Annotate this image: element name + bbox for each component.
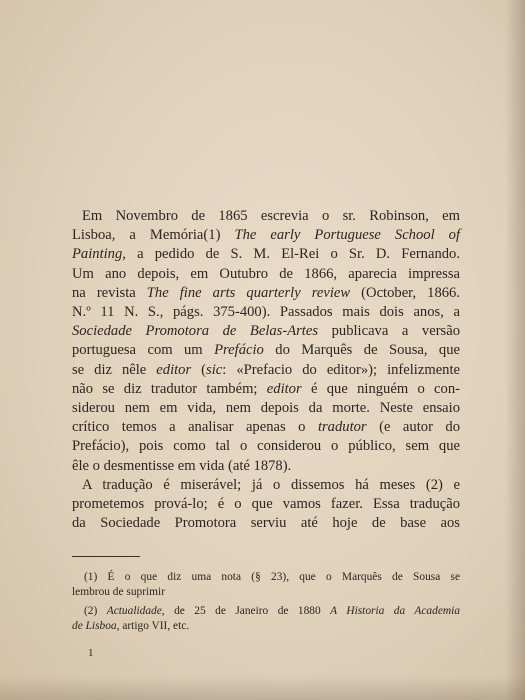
title-italic: sic <box>206 361 223 378</box>
text-line <box>72 437 460 456</box>
text-line <box>72 457 460 476</box>
text-span: crítico temos a analisar apenas o <box>72 419 306 436</box>
text-span: N.º 11 N. S., págs. 375-400). Passados mais dois anos, a <box>72 304 460 321</box>
text-span: ( <box>201 361 207 378</box>
text-span: é que ninguém o con- <box>310 380 460 397</box>
text-line <box>72 341 460 360</box>
footnote-line <box>72 570 460 585</box>
footnotes <box>72 570 460 638</box>
text-span: (1) É o que diz uma nota (§ 23), que o Marquês de Sousa se <box>84 571 460 583</box>
text-line <box>72 226 460 245</box>
signature-mark: 1 <box>88 647 94 659</box>
text-span: siderou nem em vida, nem depois da morte. Neste ensaio <box>72 400 460 417</box>
paragraph-1 <box>72 207 460 476</box>
title-italic: Sociedade Promotora de Belas-Artes <box>72 323 319 340</box>
title-italic: de Lisboa <box>72 620 117 633</box>
text-line <box>72 322 460 341</box>
text-span: publicava a versão <box>331 323 461 340</box>
text-line <box>72 495 460 514</box>
title-italic: editor <box>156 361 192 378</box>
text-span: (2) <box>84 604 98 617</box>
text-span: , a pedido de S. M. El-Rei o Sr. D. Fernando. <box>122 246 460 263</box>
title-italic: Painting <box>72 246 123 263</box>
title-italic: tradutor <box>317 419 367 436</box>
text-span: se diz nêle <box>72 361 147 378</box>
text-line <box>72 361 460 380</box>
title-italic: Prefácio <box>214 342 264 359</box>
text-span: da Sociedade Promotora serviu até hoje de base aos <box>72 515 460 532</box>
footnote-ref: (1) <box>203 227 221 244</box>
text-span: êle o desmentisse em vida (até 1878). <box>72 457 292 474</box>
text-span: Em Novembro de 1865 escrevia o sr. Robinson, em <box>82 208 460 224</box>
footnote-rule <box>72 556 140 557</box>
title-italic: editor <box>266 380 302 397</box>
text-line <box>72 514 460 533</box>
text-line <box>72 284 460 303</box>
text-span: (October, 1866. <box>361 284 460 301</box>
text-line <box>72 303 460 322</box>
text-line <box>72 207 460 226</box>
text-span: portuguesa com um <box>72 342 203 359</box>
main-text <box>72 207 460 533</box>
text-span: na revista <box>72 284 136 301</box>
title-italic: A Historia da Academia <box>330 604 460 617</box>
text-line <box>72 476 460 495</box>
text-span: do Marquês de Sousa, que <box>275 342 460 359</box>
text-line <box>72 245 460 264</box>
text-line <box>72 380 460 399</box>
page-edge-shadow <box>505 0 525 700</box>
text-span: Um ano depois, em Outubro de 1866, aparecia impressa <box>72 265 460 282</box>
text-span: prometemos prová-lo; é o que vamos fazer. Essa tradução <box>72 496 460 513</box>
text-span: , artigo VII, etc. <box>116 620 190 633</box>
text-span: (e autor do <box>379 419 461 436</box>
text-span: A tradução é miserável; já o dissemos há meses (2) e <box>82 476 460 493</box>
page-bottom-shadow <box>0 676 525 700</box>
text-span: , de 25 de Janeiro de 1880 <box>161 604 321 617</box>
text-line <box>72 399 460 418</box>
footnote-1 <box>72 570 460 601</box>
footnote-line <box>72 604 460 619</box>
footnote-2 <box>72 604 460 635</box>
text-span: : «Prefacio do editor»); infelizmente <box>222 361 460 378</box>
text-span: não se diz tradutor também; <box>72 380 258 397</box>
footnote-line <box>72 585 460 600</box>
text-line <box>72 418 460 437</box>
title-italic: Actualidade <box>106 604 162 617</box>
title-italic: The fine arts quarterly review <box>146 284 351 301</box>
paragraph-2 <box>72 476 460 534</box>
text-span: Lisboa, a Memória <box>72 227 204 244</box>
footnote-line <box>72 619 460 634</box>
text-span: lembrou de suprimir <box>72 586 166 599</box>
text-line <box>72 265 460 284</box>
text-span: Prefácio), pois como tal o considerou o público, sem que <box>72 438 460 455</box>
title-italic: The early Portuguese School of <box>234 227 460 244</box>
